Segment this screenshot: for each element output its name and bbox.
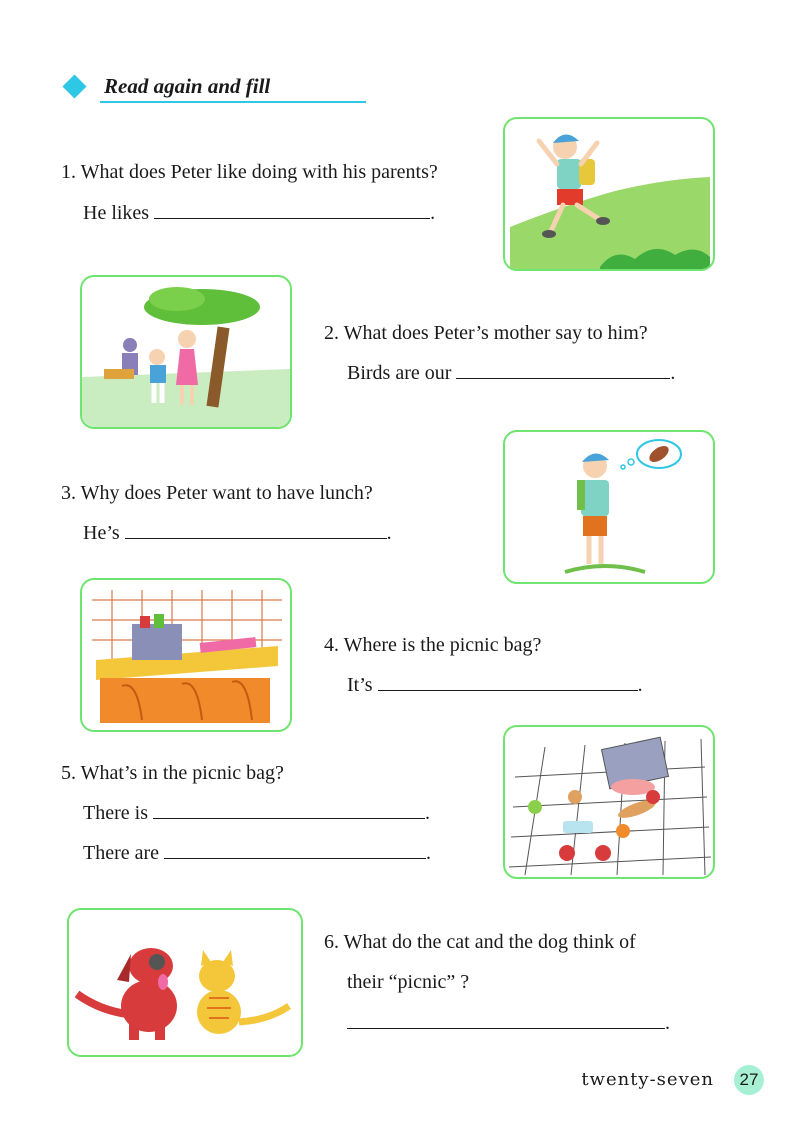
- spilled-picnic-bag-illustration: [505, 727, 713, 877]
- question-6-line2: their “picnic” ?: [347, 971, 470, 993]
- answer-blank[interactable]: [154, 200, 430, 219]
- picture-frame-3: [503, 430, 715, 584]
- answer-prefix: It’s: [347, 674, 373, 696]
- answer-prefix: Birds are our: [347, 362, 452, 384]
- answer-suffix: .: [430, 202, 436, 224]
- hungry-boy-illustration: [505, 432, 713, 582]
- answer-suffix: .: [426, 842, 432, 864]
- answer-prefix: He’s: [83, 522, 120, 544]
- answer-line-3: [83, 520, 392, 545]
- answer-blank[interactable]: [153, 800, 425, 819]
- answer-blank[interactable]: [164, 840, 426, 859]
- answer-suffix: .: [424, 802, 430, 824]
- kitchen-counter-picnic-bag-illustration: [82, 580, 290, 730]
- answer-suffix: .: [665, 1012, 670, 1034]
- heading-underline: [100, 101, 366, 103]
- picture-frame-2: [80, 275, 292, 429]
- answer-blank[interactable]: [125, 520, 387, 539]
- question-1: 1. What does Peter like doing with his parents?: [61, 161, 438, 183]
- answer-line-5b: [83, 840, 431, 865]
- section-title: Read again and fill: [104, 74, 271, 98]
- page-number-word: twenty-seven: [581, 1069, 714, 1090]
- answer-line-4: [347, 672, 643, 697]
- diamond-bullet-icon: [62, 74, 86, 98]
- picture-frame-6: [67, 908, 303, 1057]
- answer-line-2: [347, 360, 675, 385]
- question-3: 3. Why does Peter want to have lunch?: [61, 482, 373, 504]
- answer-blank[interactable]: [347, 1010, 665, 1029]
- answer-line-1: [83, 200, 435, 225]
- question-5: 5. What’s in the picnic bag?: [61, 762, 284, 784]
- answer-suffix: .: [670, 362, 676, 384]
- answer-suffix: .: [637, 674, 643, 696]
- answer-blank[interactable]: [456, 360, 670, 379]
- picture-frame-1: [503, 117, 715, 271]
- answer-prefix: There is: [83, 802, 148, 824]
- page-number-badge: 27: [734, 1065, 764, 1095]
- answer-blank[interactable]: [378, 672, 638, 691]
- answer-line-6: [347, 1010, 670, 1035]
- answer-prefix: There are: [83, 842, 160, 864]
- answer-suffix: .: [386, 522, 392, 544]
- question-2: 2. What does Peter’s mother say to him?: [324, 322, 648, 344]
- picture-frame-5: [503, 725, 715, 879]
- picture-frame-4: [80, 578, 292, 732]
- answer-line-5a: [83, 800, 430, 825]
- question-6: 6. What do the cat and the dog think of: [324, 931, 636, 953]
- answer-prefix: He likes: [83, 202, 150, 224]
- boy-running-illustration: [505, 119, 713, 269]
- family-under-tree-illustration: [82, 277, 290, 427]
- dog-and-cat-illustration: [69, 910, 301, 1055]
- question-4: 4. Where is the picnic bag?: [324, 634, 542, 656]
